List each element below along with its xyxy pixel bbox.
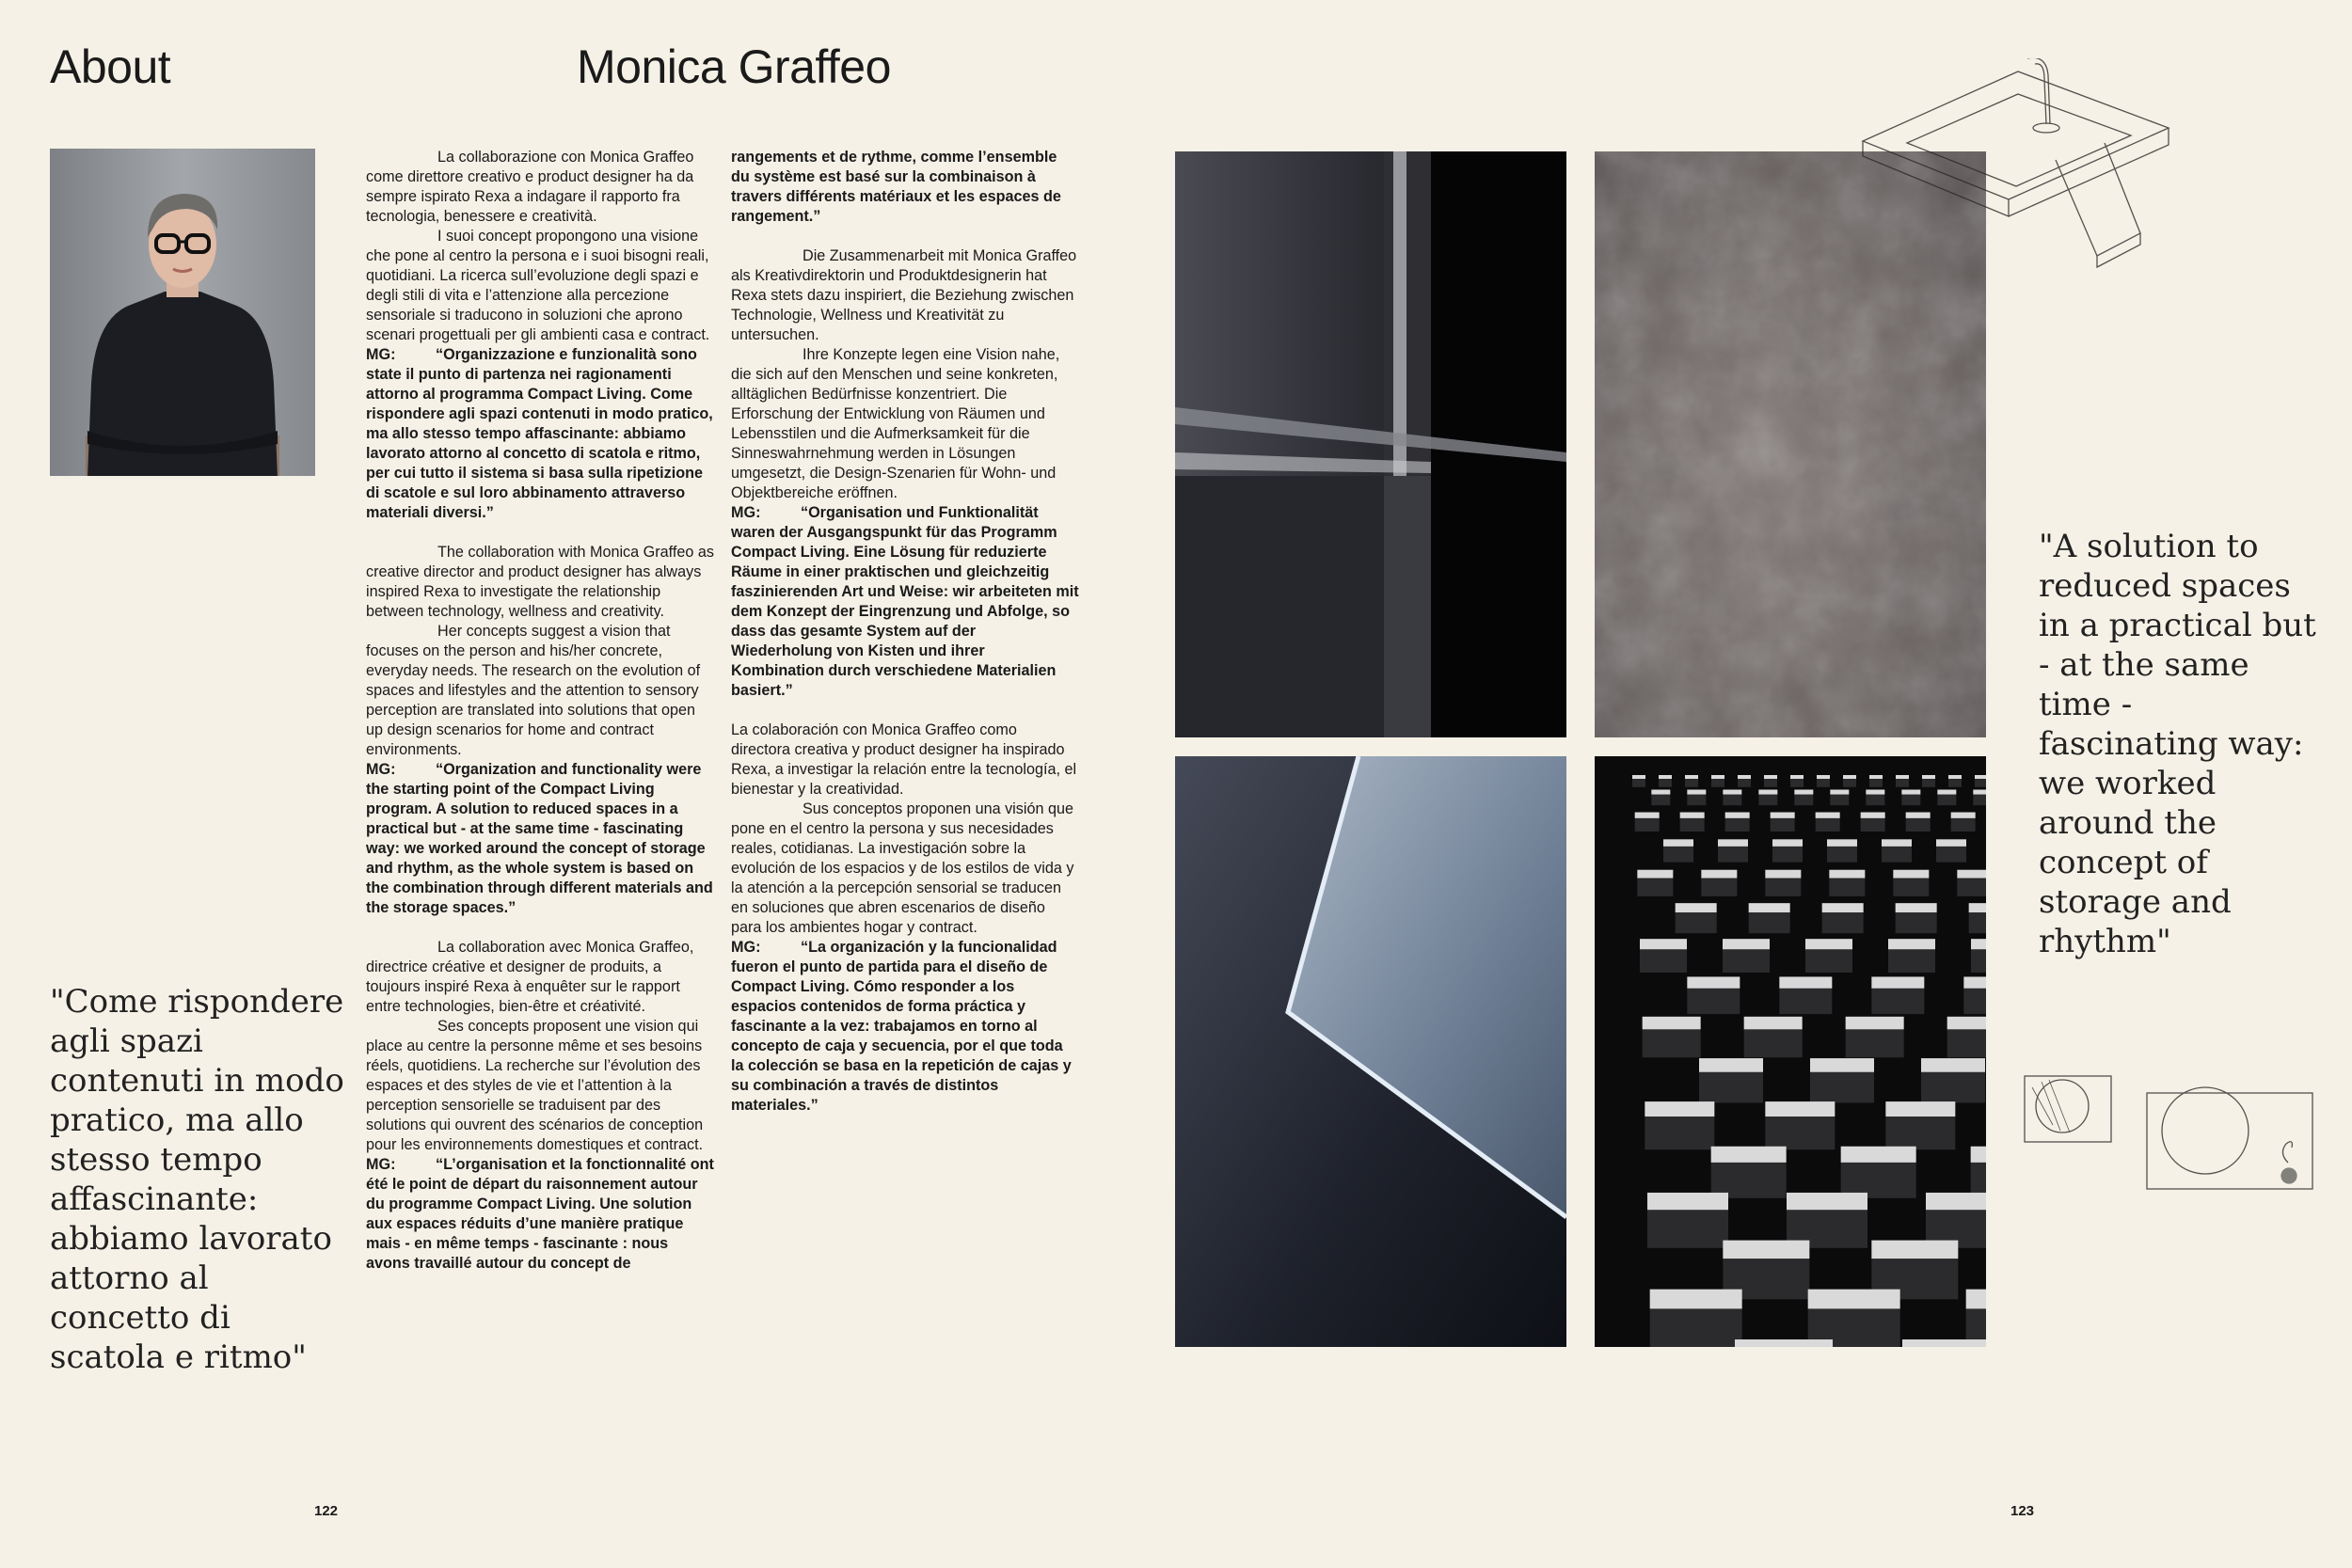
- it-intro-paragraph: La collaborazione con Monica Graffeo come direttore creativo e product designer ha da sempre ispirato Rexa a indagare il rapporto fra tecnologia, benessere e creatività.: [366, 149, 694, 225]
- it-concept-paragraph: I suoi concept propongono una visione che pone al centro la persona e i suoi bisogni reali, quotidiani. La ricerca sull’evoluzione degli spazi e degli stili di vita e l’attenzione alla percezione sensoriale si traducono in soluzioni che aprono scenari progettuali per gli ambienti casa e contract.: [366, 228, 710, 343]
- circles-sketch: [2023, 1069, 2324, 1200]
- en-concept-paragraph: Her concepts suggest a vision that focuses on the person and his/her concrete, everyday needs. The research on the evolution of spaces and lifestyles and the attention to sensory perception are translated into solutions that open up design scenarios for home and contract environments.: [366, 623, 701, 758]
- de-intro-paragraph: Die Zusammenarbeit mit Monica Graffeo als Kreativdirektorin und Produktdesignerin hat Rexa stets dazu inspiriert, die Beziehung zwischen Technologie, Wellness und Kreativität zu untersuchen.: [731, 247, 1077, 343]
- es-intro-paragraph: La colaboración con Monica Graffeo como directora creativa y product designer ha inspirado Rexa, a investigar la relación entre la tecnología, el bienestar y la creatividad.: [731, 721, 1077, 798]
- text-column-right: [731, 148, 1079, 1116]
- page-title: Monica Graffeo: [577, 40, 891, 93]
- es-quote-paragraph: [731, 938, 1079, 1116]
- it-quote-text: “Organizzazione e funzionalità sono state il punto di partenza nei ragionamenti attorno al programma Compact Living. Come rispondere agli spazi contenuti in modo pratico, ma allo stesso tempo affascinante: abbiamo lavorato attorno al concetto di scatola e ritmo, per cui tutto il sistema si basa sulla ripetizione di scatole e sul loro abbinamento attraverso materiali diversi.”: [366, 346, 713, 521]
- glass-shelf-photo: [1175, 151, 1566, 737]
- en-intro-paragraph: The collaboration with Monica Graffeo as creative director and product designer has always inspired Rexa to investigate the relationship between technology, wellness and creativity.: [366, 544, 714, 620]
- blocks-pattern-photo: [1595, 756, 1986, 1347]
- fr-quote-paragraph: [366, 1155, 714, 1274]
- es-concept-paragraph: Sus conceptos proponen una visión que pone en el centro la persona y sus necesidades reales, cotidianas. La investigación sobre la evolución de los espacios y de los estilos de vida y la atención a la percepción sensorial se traducen en soluciones que abren escenarios de diseño para los ambientes hogar y contract.: [731, 800, 1074, 936]
- fr-quote-text-b: rangements et de rythme, comme l’ensemble du système est basé sur la combinaison à travers différents matériaux et les espaces de rangement.”: [731, 149, 1061, 225]
- portrait-photo: [50, 149, 315, 476]
- fr-quote-label: MG:: [366, 1156, 396, 1173]
- en-quote-label: MG:: [366, 761, 396, 778]
- de-quote-text: “Organisation und Funktionalität waren der Ausgangspunkt für das Programm Compact Living. Eine Lösung für reduzierte Räume in einer praktischen und gleichzeitig faszinierenden Art und Weise: wir arbeiteten mit dem Konzept der Eingrenzung und Abfolge, so dass das gesamte System auf der Wiederholung von Kisten und ihrer Kombination durch verschiedene Materialien basiert.”: [731, 504, 1079, 699]
- frosted-glass-photo: [1175, 756, 1566, 1347]
- de-quote-label: MG:: [731, 504, 761, 521]
- page-number-left: 122: [314, 1503, 339, 1519]
- pull-quote-left: "Come rispondere agli spazi contenuti in modo pratico, ma allo stesso tempo affascinante: abbiamo lavorato attorno al concetto di scatola e ritmo": [50, 983, 344, 1376]
- de-concept-paragraph: Ihre Konzepte legen eine Vision nahe, die sich auf den Menschen und seine konkreten, alltäglichen Bedürfnisse konzentriert. Die Erforschung der Entwicklung von Räumen und Lebensstilen und die Aufmerksamkeit für die Sinneswahrnehmung werden in Lösungen umgesetzt, die Design-Szenarien für Wohn- und Objektbereiche eröffnen.: [731, 346, 1060, 501]
- en-quote-paragraph: [366, 760, 714, 918]
- fr-quote-text-a: “L’organisation et la fonctionnalité ont été le point de départ du raisonnement autour du programme Compact Living. Une solution aux espaces réduits d’une manière pratique mais - en même temps - fascinante : nous avons travaillé autour du concept de: [366, 1156, 714, 1272]
- fr-concept-paragraph: Ses concepts proposent une vision qui place au centre la personne même et ses besoins réels, quotidiens. La recherche sur l’évolution des espaces et des styles de vie et l’attention à la perception sensorielle se traduisent par des solutions qui ouvrent des scénarios de conception pour les environnements domestiques et contract.: [366, 1018, 704, 1153]
- section-heading: About: [50, 40, 171, 93]
- washbasin-sketch: [1858, 58, 2178, 275]
- it-quote-paragraph: [366, 345, 714, 523]
- it-quote-label: MG:: [366, 346, 396, 363]
- en-quote-text: “Organization and functionality were the starting point of the Compact Living program. A solution to reduced spaces in a practical but - at the same time - fascinating way: we worked around the concept of storage and rhythm, as the whole system is based on the combination through different materials and the storage spaces.”: [366, 761, 713, 916]
- es-quote-text: “La organización y la funcionalidad fueron el punto de partida para el diseño de Compact Living. Cómo responder a los espacios contenidos de forma práctica y fascinante a la vez: trabajamos en torno al concepto de caja y secuencia, por el que toda la colección se basa en la repetición de cajas y su combinación a través de distintos materiales.”: [731, 939, 1072, 1114]
- text-column-left: [366, 148, 714, 1274]
- pull-quote-right: "A solution to reduced spaces in a practical but - at the same time - fascinating way: we worked around the concept of storage and rhythm": [2039, 528, 2316, 960]
- de-quote-paragraph: [731, 503, 1079, 701]
- page-number-right: 123: [2010, 1503, 2035, 1519]
- es-quote-label: MG:: [731, 939, 761, 956]
- fr-intro-paragraph: La collaboration avec Monica Graffeo, directrice créative et designer de produits, a toujours inspiré Rexa à enquêter sur le rapport entre technologies, bien-être et créativité.: [366, 939, 694, 1015]
